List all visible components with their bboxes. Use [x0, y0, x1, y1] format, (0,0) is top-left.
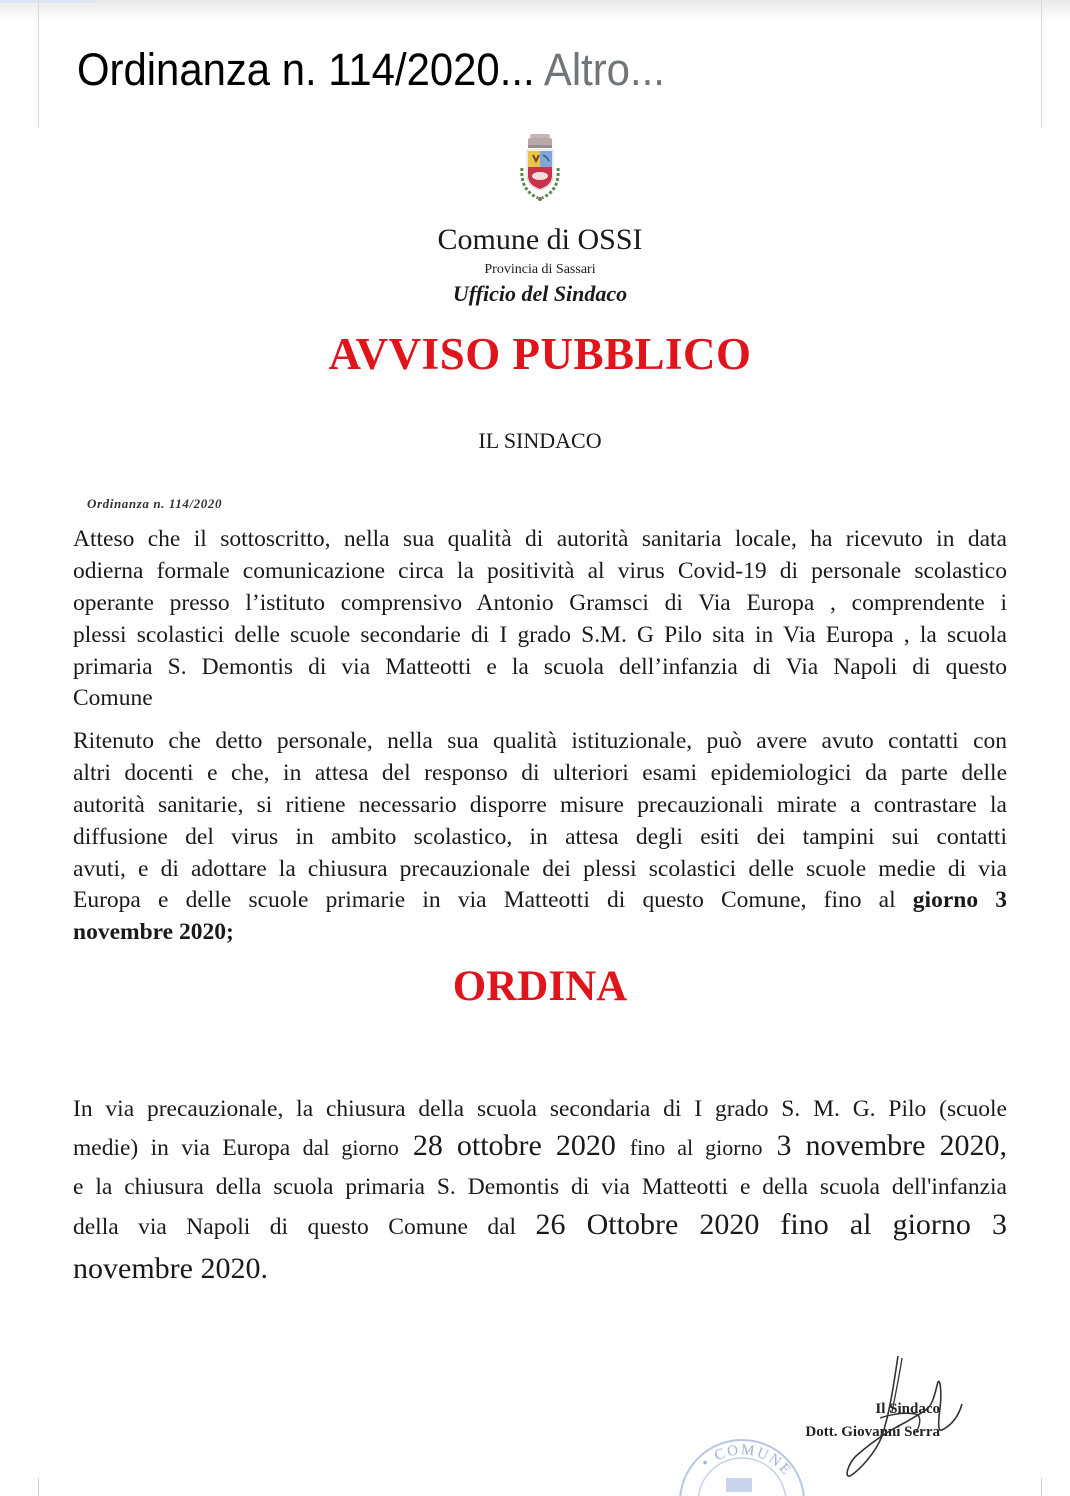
- text-line: [73, 917, 1007, 949]
- office-name: Ufficio del Sindaco: [452, 281, 628, 306]
- text-line: autorità sanitarie, si ritiene necessario disporre misure precauzionali mirate a contrastare la: [73, 791, 1007, 818]
- notice-title: AVVISO PUBBLICO: [328, 329, 752, 379]
- order-heading: ORDINA: [452, 963, 628, 1010]
- municipality-name: Comune di OSSI: [437, 223, 643, 256]
- text-segment: fino al giorno: [629, 1135, 763, 1160]
- signer-role: Il Sindaco: [875, 1401, 940, 1417]
- text-line: plessi scolastici delle scuole secondarie di I grado S.M. G Pilo sita in Via Europa , la scuola: [73, 621, 1007, 648]
- post-caption-text: Ordinanza n. 114/2020...: [77, 44, 535, 95]
- text-line: odierna formale comunicazione circa la positività al virus Covid-19 di personale scolastico: [73, 557, 1007, 584]
- bold-date-segment: novembre 2020;: [73, 919, 234, 946]
- text-line: [73, 1203, 1007, 1249]
- issuer-heading: IL SINDACO: [478, 428, 602, 453]
- text-line: In via precauzionale, la chiusura della scuola secondaria di I grado S. M. G. Pilo (scuole: [73, 1096, 1007, 1122]
- text-line: Comune: [73, 685, 153, 712]
- date-segment: 26 Ottobre 2020 fino al giorno 3: [535, 1208, 1007, 1241]
- paragraph-premise: [73, 524, 1007, 715]
- bold-date-segment: giorno 3: [912, 887, 1007, 914]
- text-line: novembre 2020.: [73, 1252, 268, 1285]
- ordinance-reference: Ordinanza n. 114/2020: [87, 496, 223, 511]
- text-segment: dal giorno: [302, 1135, 399, 1160]
- date-segment: 3 novembre 2020,: [762, 1129, 1007, 1162]
- municipal-coat-of-arms-icon: [512, 132, 568, 208]
- province-name: Provincia di Sassari: [484, 262, 596, 277]
- text-segment: Europa e delle scuole primarie in via Matteotti di questo Comune, fino al: [73, 887, 913, 914]
- crown-shape: [528, 134, 552, 148]
- text-line: operante presso l’istituto comprensivo Antonio Gramsci di Via Europa , comprendente i: [73, 589, 1007, 616]
- text-segment: medie) in via Europa: [73, 1135, 303, 1161]
- see-more-link[interactable]: Altro...: [543, 44, 665, 95]
- text-line: [73, 885, 1007, 917]
- text-line: diffusione del virus in ambito scolastico, in attesa degli esiti dei tampini sui contatti: [73, 823, 1007, 850]
- signer-name: Dott. Giovanni Serra: [805, 1424, 940, 1440]
- text-line: Atteso che il sottoscritto, nella sua qualità di autorità sanitaria locale, ha ricevuto in data: [73, 526, 1007, 552]
- svg-text:• COMUNE: • COMUNE: [698, 1442, 795, 1480]
- text-line: [73, 1125, 1007, 1169]
- text-line: primaria S. Demontis di via Matteotti e la scuola dell’infanzia di Via Napoli di questo: [73, 653, 1007, 680]
- text-line: altri docenti e che, in attesa del responso di ulteriori esami epidemiologici da parte delle: [73, 759, 1007, 786]
- paragraph-order: [73, 1093, 1007, 1289]
- text-line: avuti, e di adottare la chiusura precauzionale dei plessi scolastici delle scuole medie di via: [73, 855, 1007, 882]
- paragraph-considerations: [73, 726, 1007, 949]
- text-line: e la chiusura della scuola primaria S. Demontis di via Matteotti e della scuola dell'infanzia: [73, 1174, 1007, 1200]
- text-line: Ritenuto che detto personale, nella sua qualità istituzionale, può avere avuto contatti con: [73, 728, 1007, 754]
- handwritten-signature-icon: [820, 1352, 970, 1482]
- date-segment: 28 ottobre 2020: [398, 1129, 630, 1162]
- text-segment: della via Napoli di questo Comune dal: [73, 1214, 536, 1240]
